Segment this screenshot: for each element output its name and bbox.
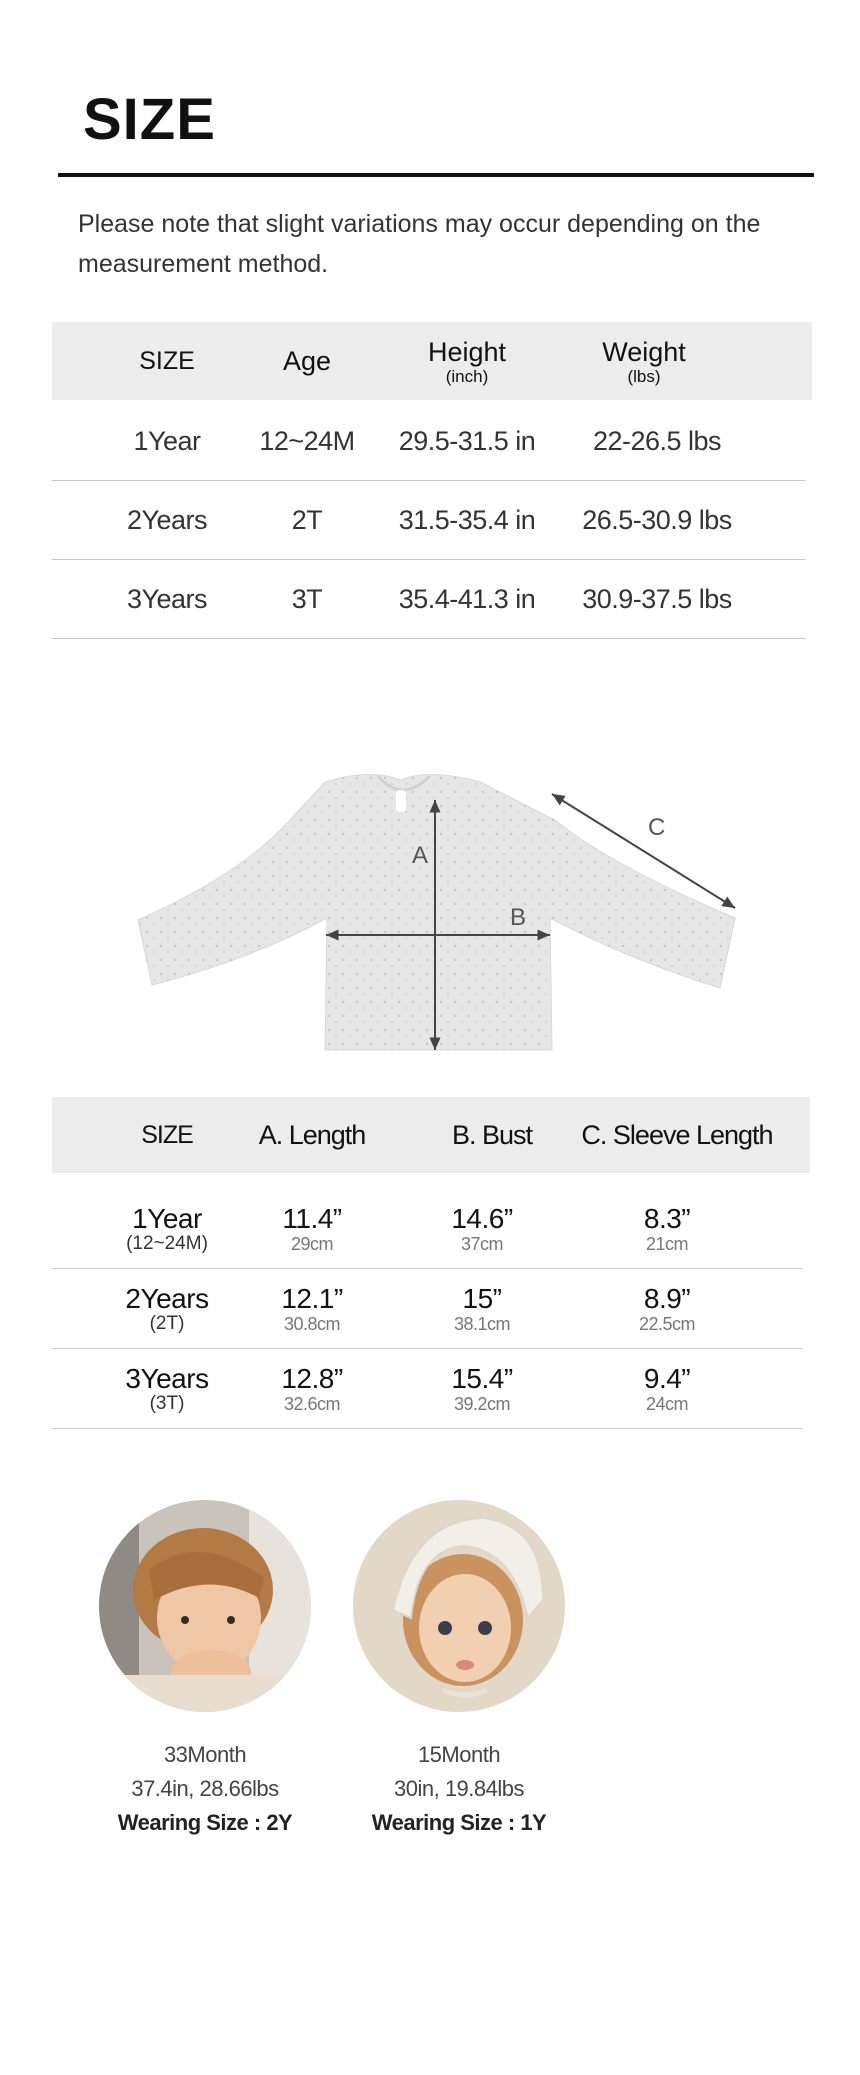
sleeve-cm: 21cm: [645, 1233, 688, 1254]
size-age: (2T): [149, 1312, 185, 1334]
bust-cm: 37cm: [460, 1233, 503, 1254]
button-icon: [396, 790, 406, 812]
model-age: 33Month: [163, 1742, 247, 1767]
size-table-header: [52, 322, 812, 400]
length-cell: [252, 1189, 372, 1268]
length-cm: 30.8cm: [283, 1313, 341, 1334]
bust-cell: [422, 1349, 542, 1428]
bust-inch: 15.4”: [451, 1362, 513, 1394]
title-divider: [58, 173, 814, 177]
weight-cell: 30.9-37.5 lbs: [582, 583, 732, 614]
sleeve-cell: [607, 1189, 727, 1268]
model-stats: 30in, 19.84lbs: [394, 1776, 524, 1801]
model-age: 15Month: [417, 1742, 501, 1767]
length-cm: 29cm: [290, 1233, 333, 1254]
size-value: 3Years: [125, 1362, 209, 1394]
header-height: [402, 322, 532, 400]
bust-inch: 15”: [462, 1282, 502, 1314]
table-row: [52, 1189, 802, 1269]
length-inch: 12.1”: [281, 1282, 343, 1314]
measurement-table-header: [52, 1097, 810, 1173]
bust-cm: 39.2cm: [453, 1393, 511, 1414]
sleeve-cell: [607, 1349, 727, 1428]
bust-cell: [422, 1269, 542, 1348]
header-age-label: Age: [282, 345, 332, 376]
garment-diagram: [130, 760, 750, 1060]
length-cm: 32.6cm: [283, 1393, 341, 1414]
header-size: [112, 322, 222, 400]
bust-cm: 38.1cm: [453, 1313, 511, 1334]
length-inch: 11.4”: [282, 1202, 342, 1234]
weight-cell: 26.5-30.9 lbs: [582, 504, 732, 535]
length-cell: [252, 1269, 372, 1348]
sleeve-cm: 22.5cm: [638, 1313, 696, 1334]
sleeve-inch: 9.4”: [643, 1362, 691, 1394]
height-cell: 29.5-31.5 in: [398, 425, 536, 456]
size-value: 1Year: [132, 1202, 202, 1234]
label-b: B: [510, 904, 527, 931]
size-age: (12~24M): [126, 1232, 208, 1254]
header-size-label: SIZE: [139, 346, 195, 375]
age-cell: 3T: [291, 583, 323, 614]
model-card: [90, 1500, 320, 1840]
header-length: A. Length: [258, 1119, 366, 1150]
size-cell: [112, 1269, 222, 1348]
size-cell: 1Year: [133, 425, 201, 456]
model-stats: 37.4in, 28.66lbs: [131, 1776, 279, 1801]
model-card: [344, 1500, 574, 1840]
cardigan-illustration: [138, 774, 735, 1050]
header-height-label: Height: [427, 336, 507, 367]
height-cell: 31.5-35.4 in: [398, 504, 536, 535]
age-cell: 2T: [291, 504, 323, 535]
size-cell: 2Years: [126, 504, 208, 535]
table-row: [52, 481, 806, 560]
weight-cell: 22-26.5 lbs: [592, 425, 722, 456]
table-row: [52, 1349, 802, 1429]
model-wearing-size: Wearing Size : 2Y: [117, 1810, 293, 1835]
header-size: SIZE: [141, 1120, 193, 1149]
header-weight-unit: (lbs): [627, 366, 661, 386]
header-sleeve-length: C. Sleeve Length: [581, 1119, 773, 1150]
label-a: A: [412, 842, 429, 869]
size-value: 2Years: [125, 1282, 209, 1314]
size-cell: 3Years: [126, 583, 208, 614]
model-photo: [99, 1500, 311, 1712]
size-age: (3T): [149, 1392, 185, 1414]
table-row: [52, 1269, 802, 1349]
age-cell: 12~24M: [259, 425, 355, 456]
header-weight: [574, 322, 714, 400]
header-bust: B. Bust: [451, 1119, 533, 1150]
height-cell: 35.4-41.3 in: [398, 583, 536, 614]
sleeve-inch: 8.9”: [643, 1282, 691, 1314]
page-title: SIZE: [83, 87, 216, 152]
size-cell: [112, 1349, 222, 1428]
sleeve-cm: 24cm: [645, 1393, 688, 1414]
bust-inch: 14.6”: [451, 1202, 513, 1234]
header-age: [252, 322, 362, 400]
measurement-note: Please note that slight variations may occur depending on the measurement method.: [78, 210, 761, 278]
label-c: C: [648, 814, 666, 841]
table-row: [52, 560, 806, 639]
sleeve-cell: [607, 1269, 727, 1348]
length-inch: 12.8”: [281, 1362, 343, 1394]
table-row: [52, 402, 806, 481]
header-height-unit: (inch): [445, 366, 489, 386]
header-weight-label: Weight: [602, 336, 686, 367]
sleeve-inch: 8.3”: [643, 1202, 691, 1234]
bust-cell: [422, 1189, 542, 1268]
length-cell: [252, 1349, 372, 1428]
model-wearing-size: Wearing Size : 1Y: [371, 1810, 547, 1835]
size-cell: [112, 1189, 222, 1268]
model-photo: [353, 1500, 565, 1712]
